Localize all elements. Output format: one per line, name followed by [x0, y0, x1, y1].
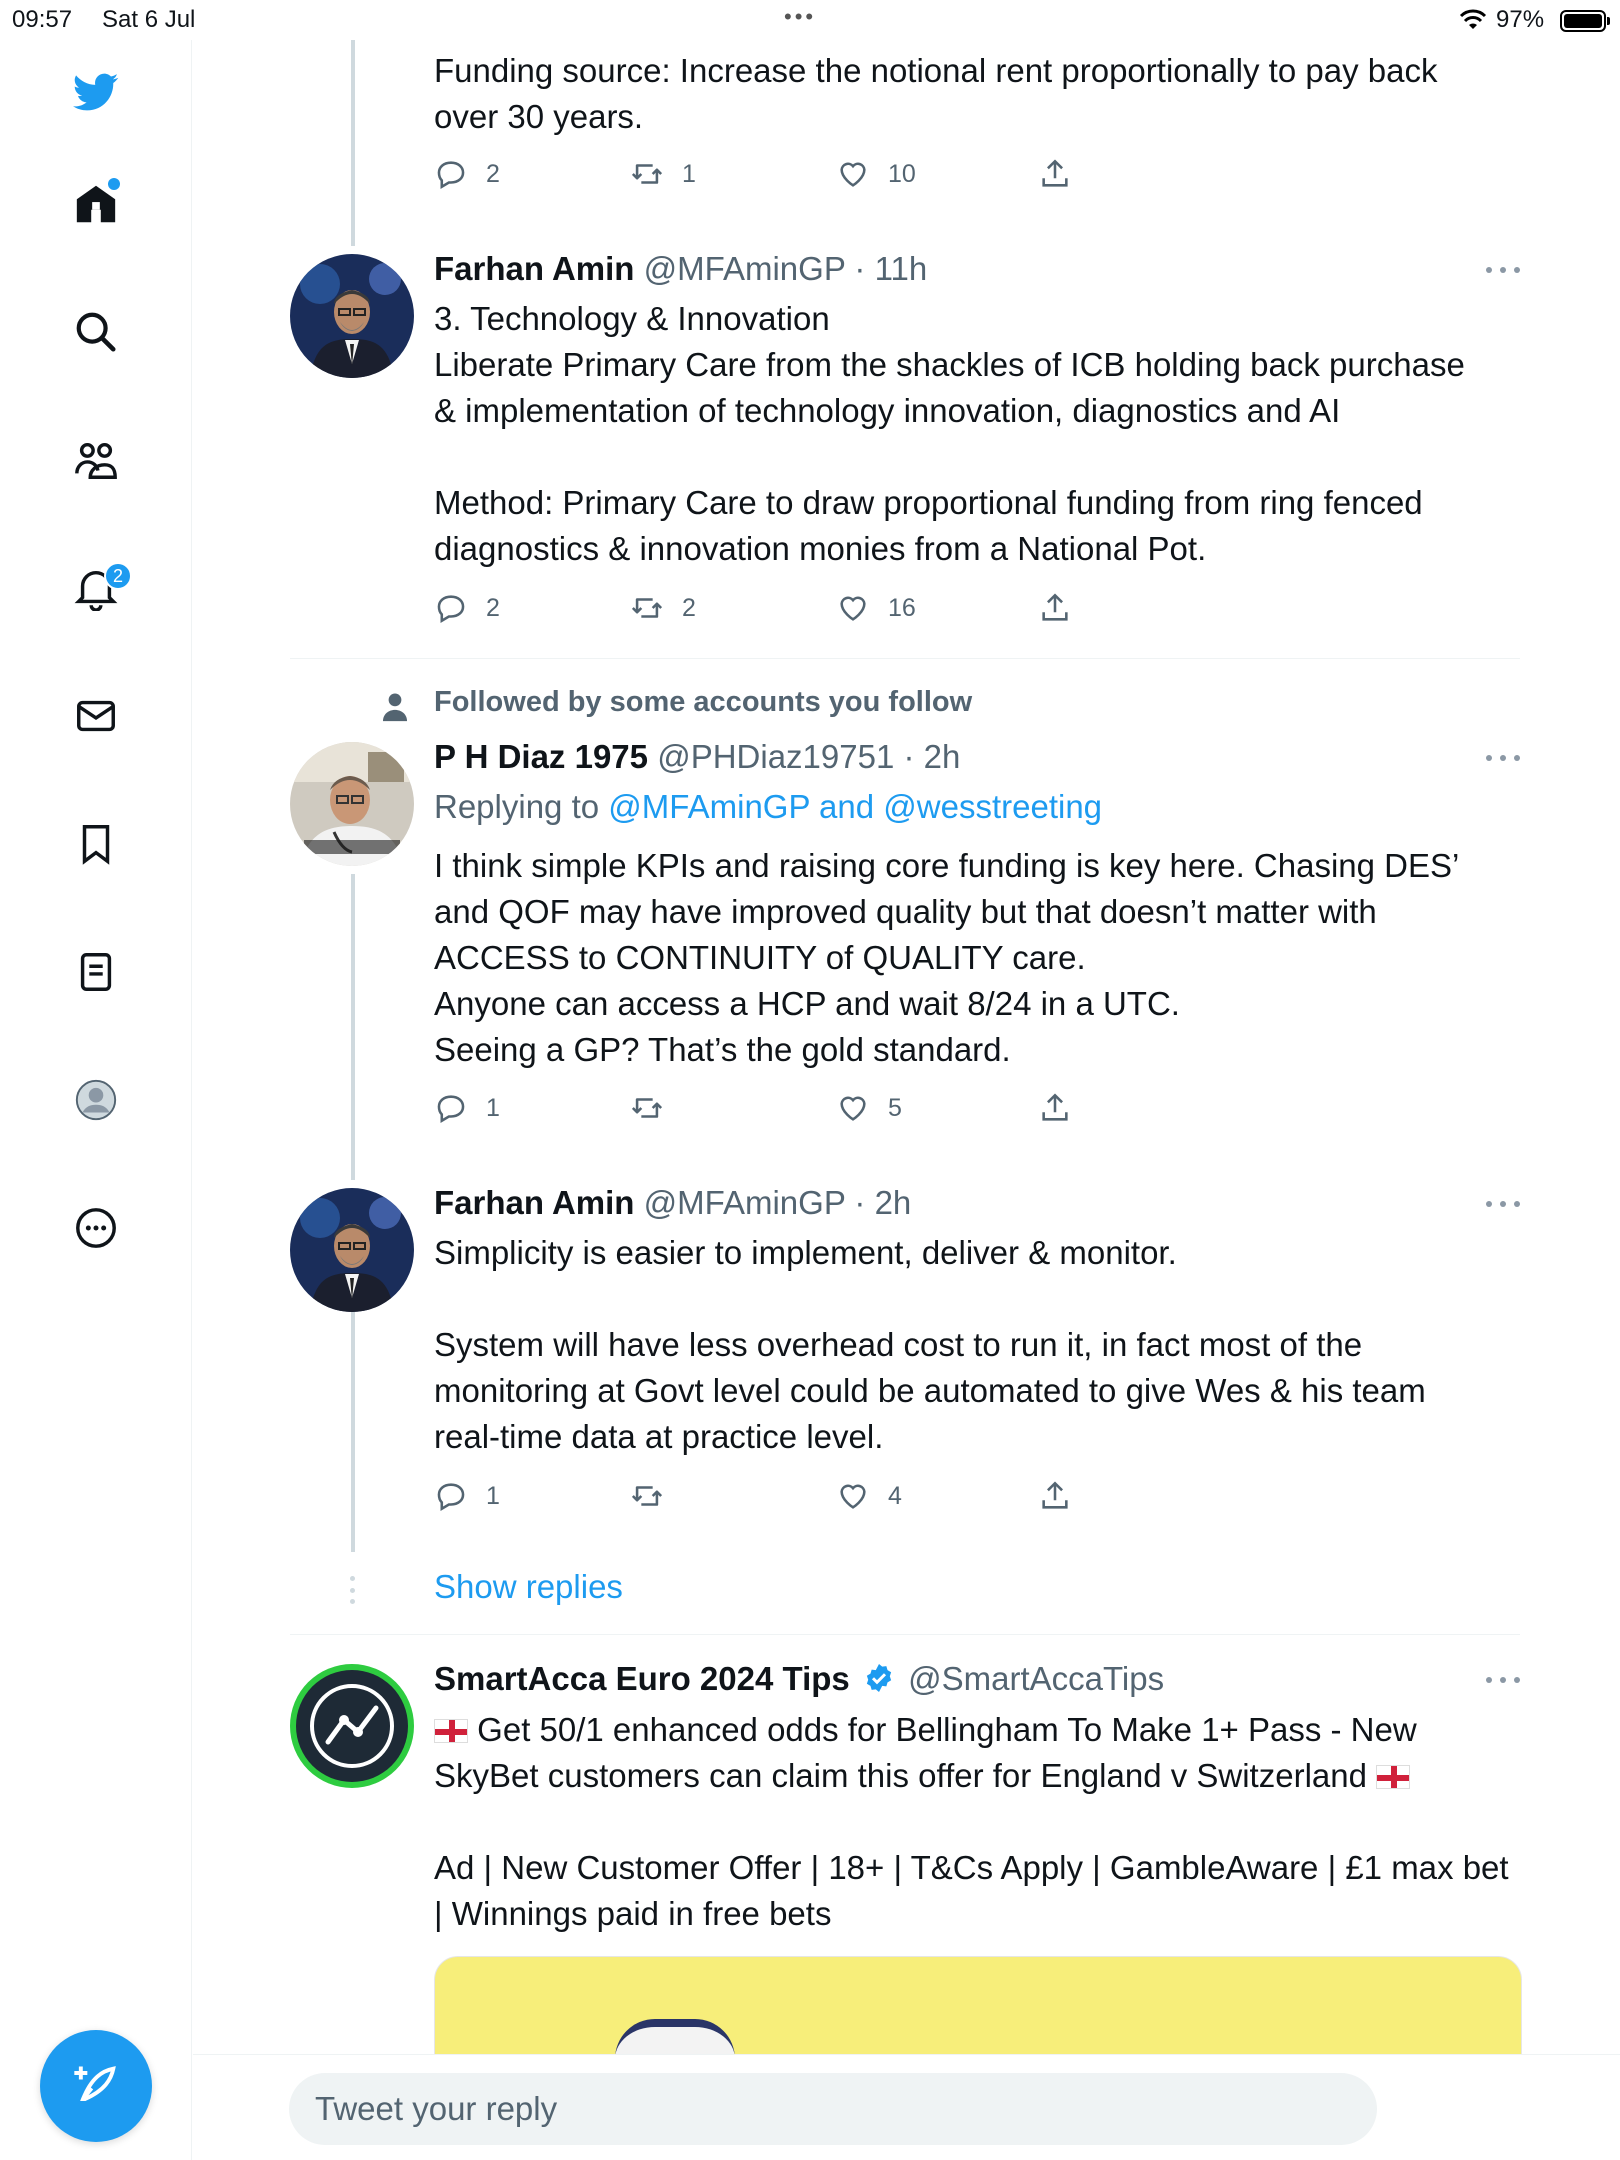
- like-count: 16: [888, 593, 916, 622]
- tweet-reply-input[interactable]: [289, 2073, 1377, 2145]
- like-button[interactable]: [836, 154, 916, 194]
- reply-count: 2: [486, 159, 500, 188]
- reply-bar: [193, 2054, 1620, 2160]
- replying-to: [434, 784, 1102, 830]
- retweet-icon: [630, 1479, 664, 1513]
- reply-icon: [434, 157, 468, 191]
- heart-icon: [836, 157, 870, 191]
- retweet-button[interactable]: [630, 154, 696, 194]
- tweet-header: [434, 246, 927, 292]
- replying-to-label: Replying to: [434, 788, 600, 825]
- heart-icon: [836, 1091, 870, 1125]
- tweet-divider: [290, 658, 1520, 659]
- user-handle[interactable]: @SmartAccaTips: [908, 1660, 1165, 1697]
- like-button[interactable]: [836, 588, 916, 628]
- reply-icon: [434, 1091, 468, 1125]
- share-button[interactable]: [1038, 154, 1090, 194]
- reply-button[interactable]: [434, 1476, 500, 1516]
- compose-feather-icon: [70, 2060, 122, 2112]
- compose-tweet-button[interactable]: [40, 2030, 152, 2142]
- ad-text-line-1: Get 50/1 enhanced odds for Bellingham To Make 1+ Pass - New: [477, 1711, 1417, 1748]
- home-icon[interactable]: [66, 174, 126, 234]
- retweet-count: 2: [682, 593, 696, 622]
- tweet-actions: [434, 1088, 1134, 1128]
- replying-to-mentions[interactable]: @MFAminGP and @wesstreeting: [608, 788, 1103, 825]
- reply-button[interactable]: [434, 1088, 500, 1128]
- user-handle[interactable]: @PHDiaz19751: [657, 738, 895, 775]
- england-flag-icon: [1376, 1765, 1410, 1789]
- lists-icon[interactable]: [66, 942, 126, 1002]
- battery-percent: 97%: [1496, 6, 1545, 33]
- reply-count: 1: [486, 1093, 500, 1122]
- retweet-icon: [630, 1091, 664, 1125]
- avatar[interactable]: [290, 254, 414, 378]
- retweet-button[interactable]: [630, 1088, 682, 1128]
- reply-icon: [434, 1479, 468, 1513]
- avatar[interactable]: [290, 742, 414, 866]
- user-handle[interactable]: @MFAminGP: [643, 250, 846, 287]
- retweet-count: 1: [682, 159, 696, 188]
- tweet-text: Funding source: Increase the notional rent proportionally to pay back over 30 years.: [434, 52, 1438, 135]
- like-count: 4: [888, 1481, 902, 1510]
- more-options-icon[interactable]: [1486, 1199, 1520, 1209]
- wifi-icon: [1458, 6, 1488, 32]
- share-icon: [1038, 591, 1072, 625]
- reply-button[interactable]: [434, 588, 500, 628]
- status-bar: [0, 0, 1620, 40]
- more-options-icon[interactable]: [1486, 753, 1520, 763]
- tweet-time: · 2h: [854, 1184, 912, 1221]
- tweet-actions: [434, 1476, 1134, 1516]
- person-icon: [378, 690, 412, 724]
- reply-icon: [434, 591, 468, 625]
- like-button[interactable]: [836, 1088, 902, 1128]
- retweet-icon: [630, 157, 664, 191]
- thread-line: [351, 1312, 355, 1552]
- england-flag-icon: [434, 1719, 468, 1743]
- user-handle[interactable]: @MFAminGP: [643, 1184, 846, 1221]
- share-button[interactable]: [1038, 1476, 1090, 1516]
- share-icon: [1038, 157, 1072, 191]
- thread-continuation-dots: [348, 1576, 356, 1604]
- messages-envelope-icon[interactable]: [66, 686, 126, 746]
- share-button[interactable]: [1038, 588, 1090, 628]
- bookmark-icon[interactable]: [66, 814, 126, 874]
- thread-line: [351, 874, 355, 1180]
- retweet-icon: [630, 591, 664, 625]
- ad-text-line-2: SkyBet customers can claim this offer for England v Switzerland: [434, 1757, 1367, 1794]
- reply-count: 2: [486, 593, 500, 622]
- share-icon: [1038, 1091, 1072, 1125]
- reply-button[interactable]: [434, 154, 500, 194]
- display-name[interactable]: SmartAcca Euro 2024 Tips: [434, 1660, 850, 1697]
- tweet-text: [434, 1707, 1524, 1937]
- display-name[interactable]: Farhan Amin: [434, 1184, 635, 1221]
- reply-count: 1: [486, 1481, 500, 1510]
- show-replies-link[interactable]: Show replies: [434, 1568, 623, 1605]
- social-context: Followed by some accounts you follow: [434, 686, 973, 718]
- battery-icon: [1560, 10, 1606, 32]
- display-name[interactable]: P H Diaz 1975: [434, 738, 649, 775]
- profile-avatar-icon[interactable]: [66, 1070, 126, 1130]
- tweet-header: [434, 734, 960, 780]
- retweet-button[interactable]: [630, 588, 696, 628]
- share-button[interactable]: [1038, 1088, 1090, 1128]
- heart-icon: [836, 591, 870, 625]
- more-options-icon[interactable]: [1486, 265, 1520, 275]
- retweet-button[interactable]: [630, 1476, 682, 1516]
- heart-icon: [836, 1479, 870, 1513]
- tweet-time: · 2h: [903, 738, 961, 775]
- ad-disclaimer-text: Ad | New Customer Offer | 18+ | T&Cs Apply | GambleAware | £1 max bet | Winnings paid in free bets: [434, 1849, 1509, 1932]
- search-icon[interactable]: [66, 302, 126, 362]
- display-name[interactable]: Farhan Amin: [434, 250, 635, 287]
- tweet-header: [434, 1656, 1164, 1702]
- notifications-bell-icon[interactable]: [66, 558, 126, 618]
- tweet-text: Simplicity is easier to implement, deliver & monitor. System will have less overhead cost to run it, in fact most of the monitoring at Govt level could be automated to give Wes & his team real-time data at practice level.: [434, 1234, 1426, 1455]
- tweet-header: [434, 1180, 911, 1226]
- new-content-dot: [108, 178, 120, 190]
- notifications-badge: 2: [104, 562, 132, 590]
- like-count: 10: [888, 159, 916, 188]
- avatar[interactable]: [290, 1664, 414, 1788]
- tweet-divider: [290, 1634, 1520, 1635]
- tweet-text: I think simple KPIs and raising core funding is key here. Chasing DES’ and QOF may have improved quality but that doesn’t matter with ACCESS to CONTINUITY of QUALITY care. Anyone can access a HCP and wait 8/24 in a UTC. Seeing a GP? That’s the gold standard.: [434, 847, 1460, 1068]
- like-count: 5: [888, 1093, 902, 1122]
- more-circle-icon[interactable]: [66, 1198, 126, 1258]
- status-time: 09:57: [12, 6, 73, 33]
- tweet-text: 3. Technology & Innovation Liberate Primary Care from the shackles of ICB holding back purchase & implementation of technology innovation, diagnostics and AI Method: Primary Care to draw proportional funding from ring fenced diagnostics & innovation monies from a National Pot.: [434, 300, 1465, 567]
- avatar[interactable]: [290, 1188, 414, 1312]
- twitter-logo-icon[interactable]: [66, 62, 126, 122]
- verified-badge-icon: [863, 1662, 895, 1694]
- tweet-actions: [434, 588, 1134, 628]
- sidebar-nav: [0, 40, 192, 2160]
- status-date: Sat 6 Jul: [102, 6, 196, 33]
- tweet-actions: [434, 154, 1134, 194]
- more-options-icon[interactable]: [1486, 1675, 1520, 1685]
- multitasking-dots-icon[interactable]: •••: [784, 4, 817, 29]
- tweet-time: · 11h: [854, 250, 928, 287]
- thread-line: [351, 40, 355, 246]
- like-button[interactable]: [836, 1476, 902, 1516]
- communities-icon[interactable]: [66, 430, 126, 490]
- share-icon: [1038, 1479, 1072, 1513]
